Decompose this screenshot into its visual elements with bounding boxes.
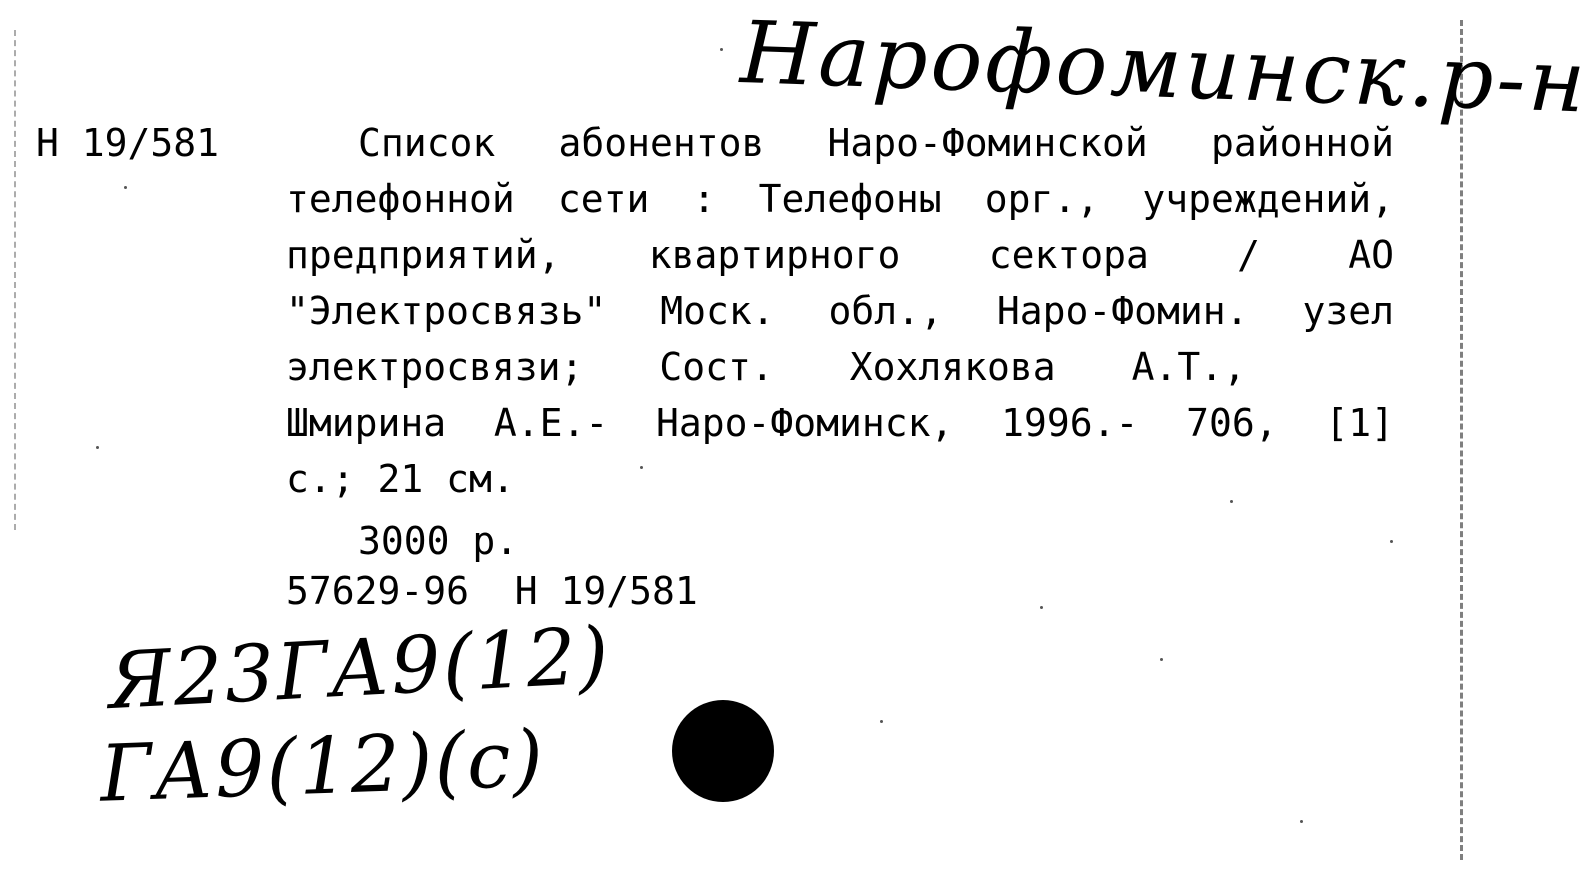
paper-speck	[720, 48, 723, 51]
entry-word: АО	[1348, 233, 1394, 277]
entry-word: абонентов	[558, 121, 765, 165]
entry-word: электросвязи;	[286, 345, 584, 389]
entry-word: телефонной	[286, 177, 515, 221]
handwritten-location-note: Нарофоминск.р-н	[738, 3, 1590, 133]
entry-line	[286, 401, 1394, 460]
paper-speck	[640, 466, 643, 469]
entry-word: Шмирина	[286, 401, 447, 445]
entry-word: Моск.	[660, 289, 775, 333]
entry-word: Хохлякова	[849, 345, 1056, 389]
entry-word: орг.,	[984, 177, 1100, 221]
entry-line	[286, 233, 1394, 292]
entry-line	[286, 289, 1394, 348]
entry-word: Наро-Фоминской	[827, 121, 1148, 165]
entry-word: "Электросвязь"	[286, 289, 607, 333]
entry-word: /	[1237, 233, 1260, 277]
card-left-edge	[14, 30, 16, 530]
paper-speck	[1160, 658, 1163, 661]
entry-word: обл.,	[828, 289, 943, 333]
card-right-edge	[1460, 20, 1463, 860]
entry-word: квартирного	[648, 233, 901, 277]
entry-word: А.Е.-	[493, 401, 609, 445]
entry-line	[286, 121, 1394, 180]
entry-word: 1996.-	[1001, 401, 1139, 445]
shelf-mark: Н 19/581	[36, 121, 220, 165]
entry-word: районной	[1210, 121, 1394, 165]
accession-number: 57629-96 Н 19/581	[286, 569, 698, 613]
paper-speck	[96, 446, 99, 449]
entry-word: узел	[1302, 289, 1394, 333]
entry-word: сети	[557, 177, 650, 221]
entry-word: Сост.	[659, 345, 774, 389]
paper-speck	[1300, 820, 1303, 823]
entry-line	[286, 457, 1394, 516]
entry-word: сектора	[988, 233, 1149, 277]
paper-speck	[124, 186, 127, 189]
paper-speck	[1040, 606, 1043, 609]
paper-speck	[1230, 500, 1233, 503]
entry-word: Список	[358, 121, 496, 165]
entry-line	[286, 177, 1394, 236]
entry-word: Наро-Фоминск,	[655, 401, 954, 445]
handwritten-classification-2: ГА9(12)(с)	[98, 714, 547, 820]
entry-word: предприятий,	[286, 233, 561, 277]
entry-line	[286, 345, 1394, 404]
handwritten-classification-1: Я23ГА9(12)	[105, 610, 613, 728]
paper-speck	[880, 720, 883, 723]
entry-word: А.Т.,	[1131, 345, 1246, 389]
entry-word: учреждений,	[1142, 177, 1394, 221]
punched-hole	[672, 700, 774, 802]
entry-word: 706,	[1186, 401, 1278, 445]
entry-word: Наро-Фомин.	[996, 289, 1249, 333]
entry-word: [1]	[1325, 401, 1394, 445]
entry-word: :	[692, 177, 716, 221]
bibliographic-entry	[286, 121, 1394, 578]
price: 3000 р.	[358, 519, 519, 563]
entry-physical-description: с.; 21 см.	[286, 457, 515, 501]
entry-word: Телефоны	[758, 177, 942, 221]
paper-speck	[1390, 540, 1393, 543]
